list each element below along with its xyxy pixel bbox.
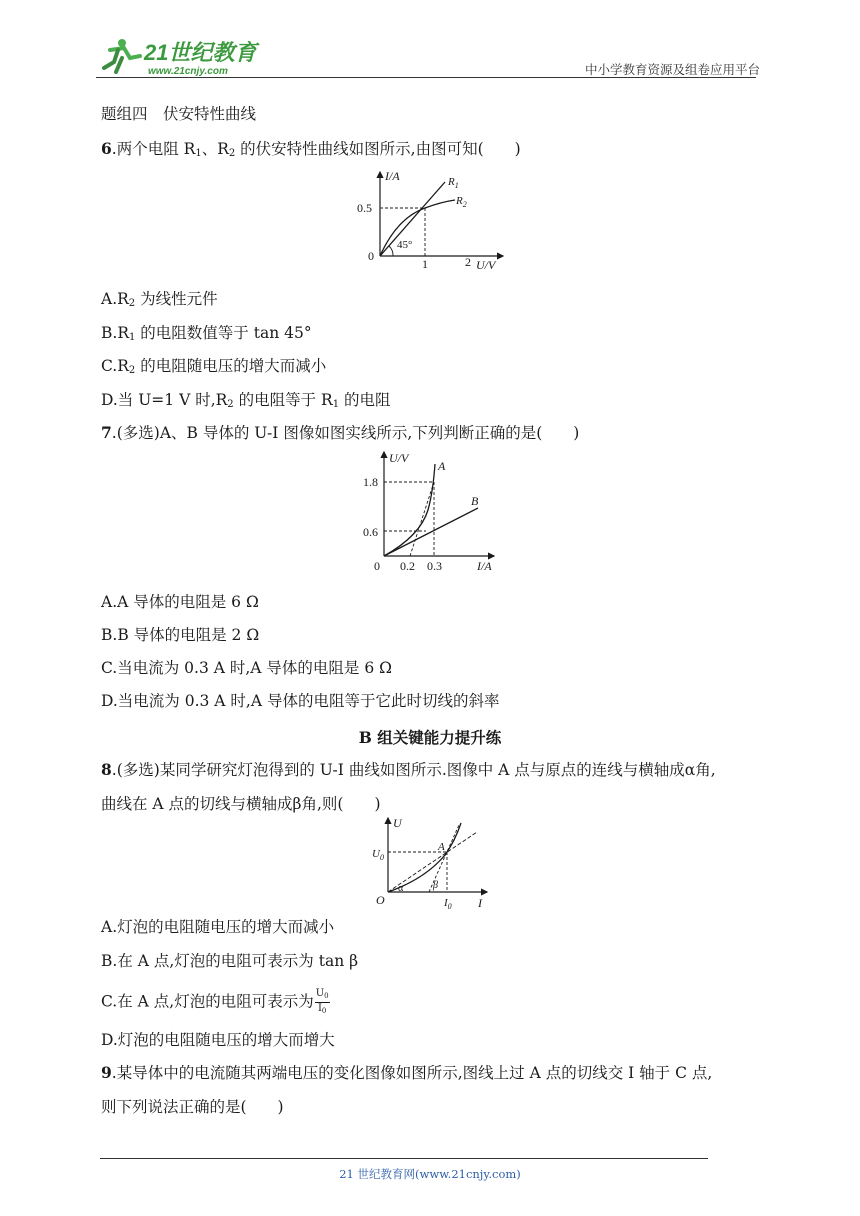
q7-tick-x03: 0.3 [427,559,442,573]
q8-tick-u0: $U_0$ [372,848,384,862]
q7-option-a[interactable]: A.A 导体的电阻是 6 Ω [101,593,259,611]
q7-option-d[interactable]: D.当电流为 0.3 A 时,A 导体的电阻等于它此时切线的斜率 [101,692,500,710]
q8-figure [365,815,495,913]
q7-tick-y06: 0.6 [363,525,378,539]
q7-ylabel: U/V [389,451,409,465]
q8-number: 8 [101,760,112,779]
q8-label-a: A [438,841,445,853]
logo-url: www.21cnjy.com [148,66,228,77]
q6-tick-x2: 2 [465,255,471,269]
q6-ylabel: I/A [385,169,400,183]
q9-number: 9 [101,1063,112,1082]
q8-tick-i0: $I_0$ [444,897,452,911]
q7-tick-y18: 1.8 [363,475,378,489]
q7-tick-x02: 0.2 [400,559,415,573]
q8-option-c[interactable]: C.在 A 点,灯泡的电阻可表示为 $\frac{U_0}{I_0}$ [101,988,329,1015]
q6-xlabel: U/V [476,258,496,272]
q6-stem: 6.两个电阻 $R_1$、$R_2$ 的伏安特性曲线如图所示,由图可知( ) [101,139,521,159]
q7-stem: 7.(多选)A、B 导体的 U-I 图像如图实线所示,下列判断正确的是( ) [101,423,580,442]
q6-option-a[interactable]: $A.R_2$ 为线性元件 [101,290,218,309]
q8-curve [388,823,461,892]
q7-label-a: A [438,459,446,473]
platform-name: 中小学教育资源及组卷应用平台 [584,62,760,77]
q8-option-a[interactable]: A.灯泡的电阻随电压的增大而减小 [101,918,335,936]
q6-tick-x1: 1 [422,257,428,271]
q6-tick-y: 0.5 [357,201,372,215]
q7-label-b: B [471,494,479,508]
q6-option-c[interactable]: $C.R_2$ 的电阻随电压的增大而减小 [101,357,327,376]
q7-option-c[interactable]: C.当电流为 0.3 A 时,A 导体的电阻是 6 Ω [101,659,392,677]
q6-option-b[interactable]: $B.R_1$ 的电阻数值等于 tan 45° [101,324,312,343]
q7-option-b[interactable]: B.B 导体的电阻是 2 Ω [101,626,260,644]
q7-number: 7 [101,423,112,442]
q6-number: 6 [101,139,112,158]
header-divider [96,77,756,78]
q8-stem-line2: 曲线在 A 点的切线与横轴成β角,则( ) [101,795,381,813]
q9-stem-line2: 则下列说法正确的是( ) [101,1098,284,1116]
q6-angle: 45° [397,239,413,251]
section-title: 题组四 伏安特性曲线 [101,105,257,123]
q8-option-b[interactable]: B.在 A 点,灯泡的电阻可表示为 tan β [101,952,359,970]
q6-r1-line [380,182,445,256]
q7-b-line [384,508,478,556]
q8-stem-line1: 8.(多选)某同学研究灯泡得到的 U-I 曲线如图所示.图像中 A 点与原点的连线与横轴成α角, [101,760,716,779]
page-header [96,34,760,78]
q8-alpha: α [398,883,404,894]
q7-xlabel: I/A [477,559,492,573]
footer-text[interactable]: 21 世纪教育网(www.21cnjy.com) [339,1167,521,1181]
q7-origin: 0 [374,559,380,573]
q6-label-r2: $R_2$ [456,195,467,209]
logo [96,34,266,78]
q8-ylabel: U [393,816,402,830]
footer-divider [100,1158,708,1159]
q6-origin: 0 [368,249,374,263]
q8-option-d[interactable]: D.灯泡的电阻随电压的增大而增大 [101,1031,335,1049]
logo-text: 21世纪教育 [144,40,257,65]
u0-over-i0-fraction: $\frac{U_0}{I_0}$ [315,988,329,1015]
group-title: B 组关键能力提升练 [358,728,502,747]
q8-beta: β [433,880,438,891]
q7-a-curve [384,464,435,556]
q8-xlabel: I [478,896,482,910]
q6-label-r1: $R_1$ [448,176,459,190]
q9-stem-line1: 9.某导体中的电流随其两端电压的变化图像如图所示,图线上过 A 点的切线交 I 轴于 C 点, [101,1063,713,1082]
q6-option-d[interactable]: D.当 U=1 V 时$,R_2$ 的电阻等于 $R_1$ 的电阻 [101,391,391,410]
q7-figure [358,448,508,578]
q6-figure [355,166,515,276]
q8-origin: O [376,893,385,907]
